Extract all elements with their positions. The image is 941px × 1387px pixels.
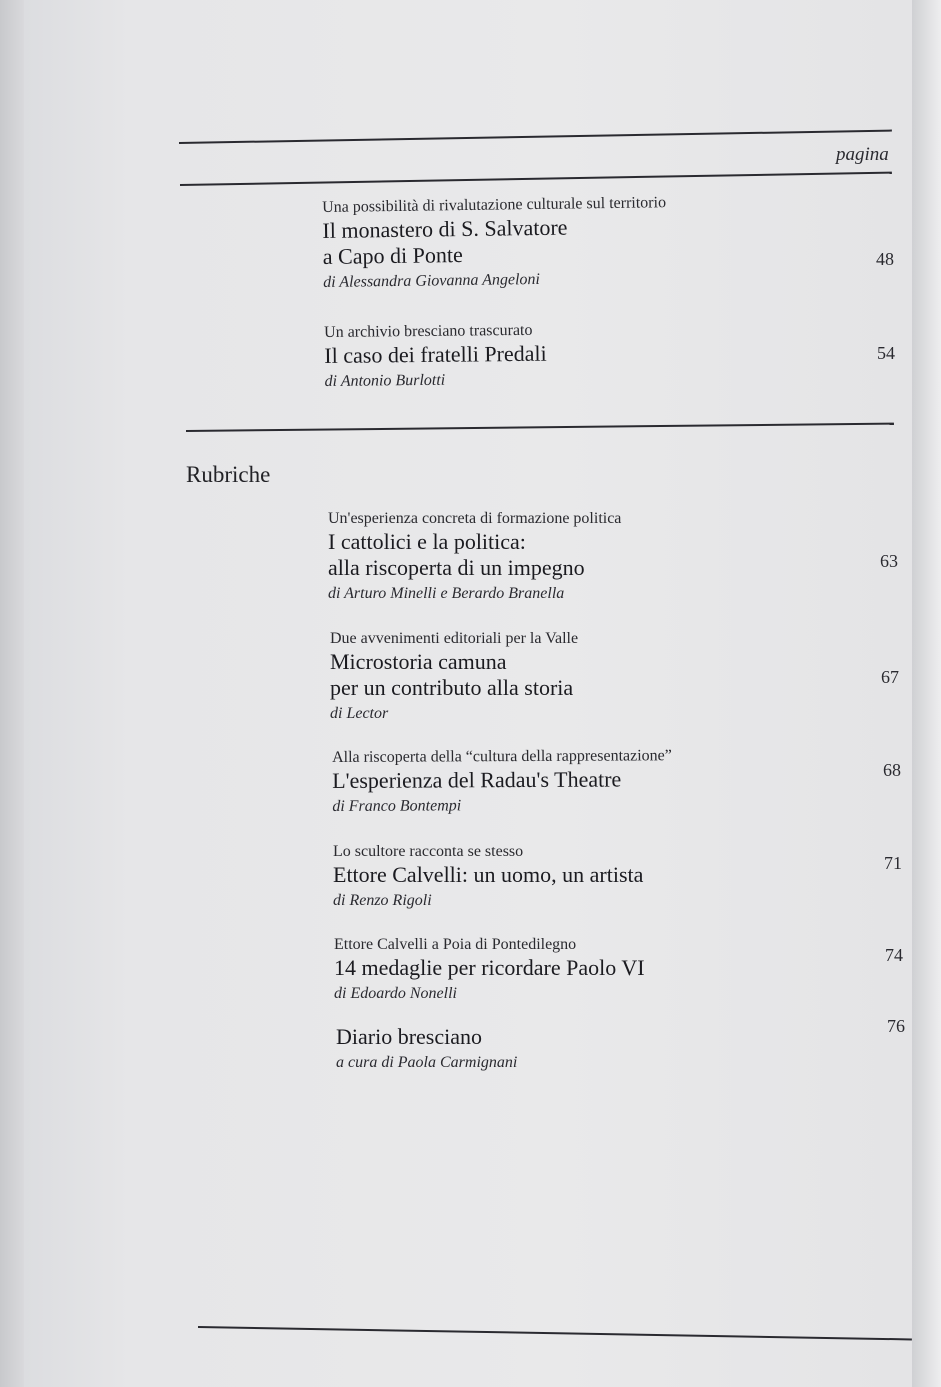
- entry-kicker: Lo scultore racconta se stesso: [333, 843, 524, 860]
- toc-entry: [330, 629, 578, 725]
- entry-kicker: Alla riscoperta della “cultura della rappresentazione”: [332, 747, 672, 766]
- entry-title: Microstoria camuna: [330, 649, 507, 674]
- entry-kicker: Un archivio bresciano trascurato: [324, 321, 533, 341]
- entry-author: di Alessandra Giovanna Angeloni: [323, 270, 541, 291]
- entry-page-number: 68: [883, 760, 901, 780]
- page-column-label: pagina: [836, 144, 889, 165]
- entry-title: I cattolici e la politica:: [328, 529, 526, 554]
- entry-title: Ettore Calvelli: un uomo, un artista: [333, 862, 644, 887]
- entry-title-continued: alla riscoperta di un impegno: [328, 555, 585, 580]
- toc-entry: [322, 193, 667, 294]
- entry-title: 14 medaglie per ricordare Paolo VI: [334, 955, 645, 980]
- entry-page-number: 74: [885, 945, 903, 965]
- entry-kicker: Due avvenimenti editoriali per la Valle: [330, 630, 579, 647]
- entry-author: di Edoardo Nonelli: [334, 985, 457, 1002]
- entry-author: di Renzo Rigoli: [333, 892, 432, 909]
- entry-page-number: 71: [884, 853, 902, 873]
- entry-title-continued: a Capo di Ponte: [322, 242, 463, 269]
- toc-entry: [324, 321, 547, 393]
- toc-entry: [334, 935, 645, 1005]
- toc-entry: [328, 509, 621, 605]
- page-right-edge: [912, 0, 941, 1387]
- entry-author: a cura di Paola Carmignani: [336, 1054, 518, 1071]
- entry-kicker: Una possibilità di rivalutazione culturale sul territorio: [322, 194, 667, 216]
- entry-author: di Arturo Minelli e Berardo Branella: [328, 585, 565, 602]
- entry-title: Diario bresciano: [336, 1024, 482, 1049]
- entry-author: di Franco Bontempi: [332, 797, 462, 815]
- page-gutter: [0, 0, 24, 1387]
- entry-title: Il caso dei fratelli Predali: [324, 340, 547, 368]
- entry-kicker: Ettore Calvelli a Poia di Pontedilegno: [334, 936, 577, 953]
- toc-entry: [333, 842, 643, 912]
- entry-page-number: 76: [887, 1016, 905, 1036]
- entry-title: Il monastero di S. Salvatore: [322, 214, 568, 243]
- entry-page-number: 63: [880, 551, 898, 571]
- toc-entry: [336, 1024, 517, 1074]
- entry-author: di Antonio Burlotti: [324, 371, 446, 390]
- section-heading-rubriche: Rubriche: [186, 462, 271, 487]
- entry-page-number: 67: [881, 667, 899, 687]
- entry-title-continued: per un contributo alla storia: [330, 675, 574, 700]
- entry-kicker: Un'esperienza concreta di formazione politica: [328, 510, 622, 527]
- entry-page-number: 48: [876, 249, 894, 269]
- entry-author: di Lector: [330, 705, 389, 722]
- entry-title: L'esperienza del Radau's Theatre: [332, 766, 622, 793]
- entry-page-number: 54: [877, 343, 895, 363]
- toc-entry: [332, 746, 672, 818]
